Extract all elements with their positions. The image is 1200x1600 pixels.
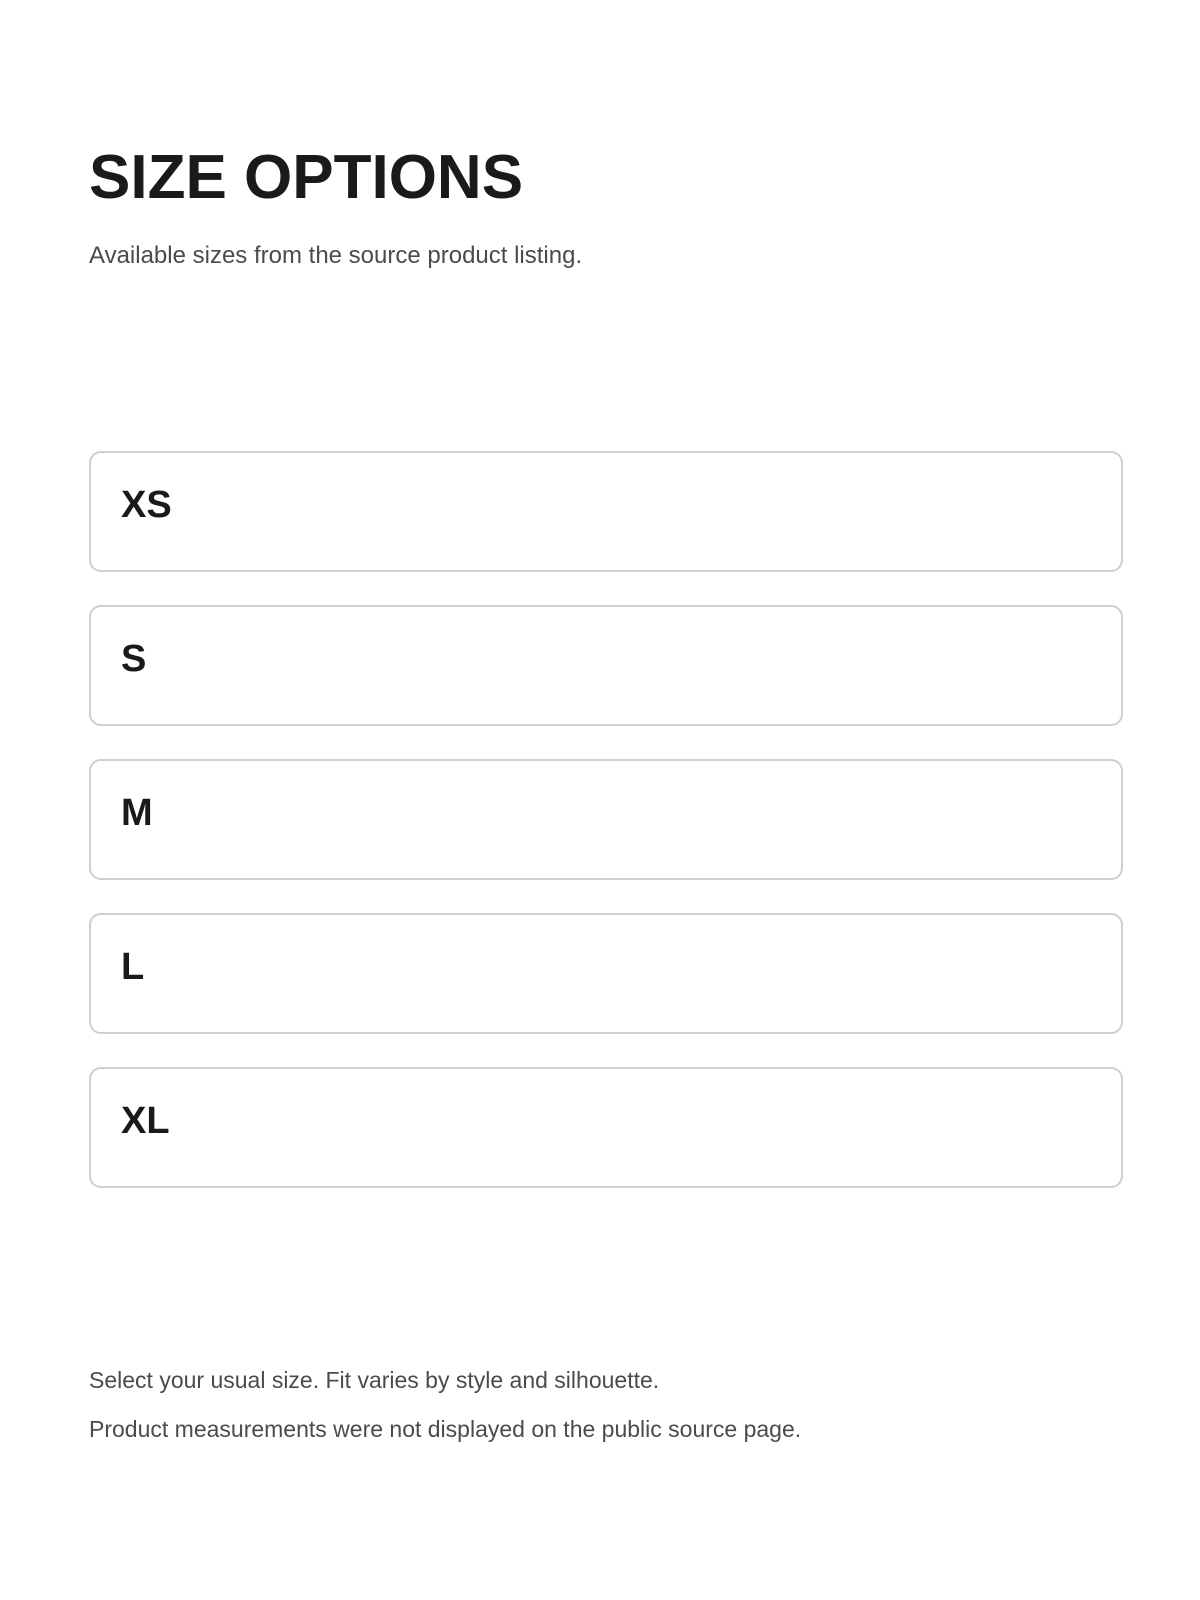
measurements-note: Product measurements were not displayed on the public source page. <box>89 1416 802 1442</box>
size-option-l[interactable] <box>89 913 1123 1034</box>
size-option-m[interactable] <box>89 759 1123 880</box>
size-option-s[interactable] <box>89 605 1123 726</box>
size-option-label: XS <box>121 484 172 526</box>
page-subtitle: Available sizes from the source product listing. <box>89 242 583 269</box>
size-option-xl[interactable] <box>89 1067 1123 1188</box>
size-option-xs[interactable] <box>89 451 1123 572</box>
size-option-label: XL <box>121 1100 170 1142</box>
size-option-label: L <box>121 946 145 988</box>
size-option-label: M <box>121 792 153 834</box>
size-option-label: S <box>121 638 147 680</box>
size-option-list <box>89 451 1123 1188</box>
fit-note: Select your usual size. Fit varies by style and silhouette. <box>89 1367 660 1393</box>
page-title: SIZE OPTIONS <box>89 143 524 212</box>
